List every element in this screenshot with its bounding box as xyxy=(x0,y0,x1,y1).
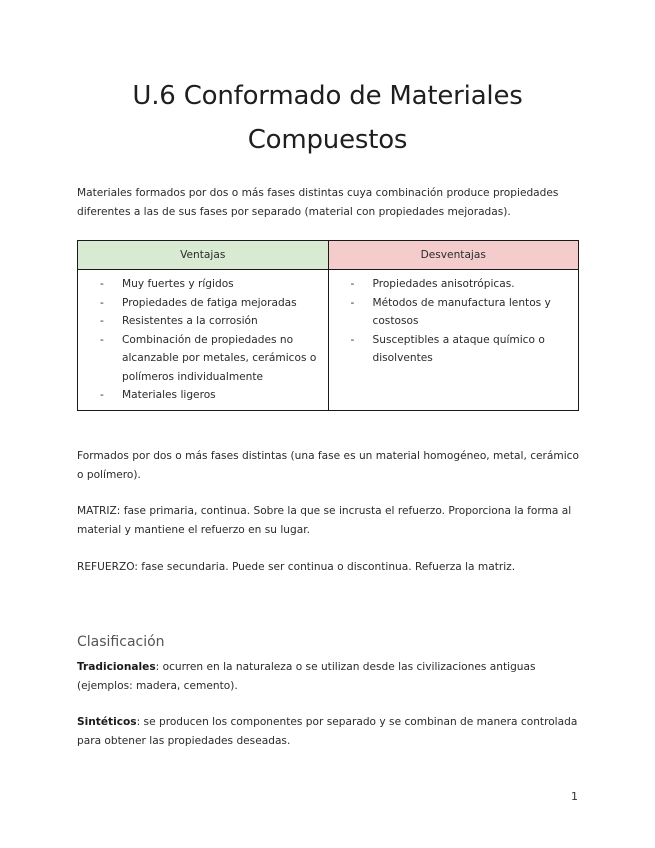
disadvantages-cell xyxy=(328,270,579,411)
traditional-term: Tradicionales xyxy=(77,661,156,673)
advantage-item: - Resistentes a la corrosión xyxy=(84,312,322,331)
advantages-header: Ventajas xyxy=(78,241,329,270)
document-title: U.6 Conformado de Materiales Compuestos xyxy=(132,81,523,155)
traditional-paragraph xyxy=(77,658,582,696)
page-number: 1 xyxy=(571,790,578,803)
advantage-item: - Propiedades de fatiga mejoradas xyxy=(84,294,322,313)
advantage-item: - Combinación de propiedades no alcanzable por metales, cerámicos o polímeros individualmente xyxy=(84,331,322,387)
matrix-paragraph: MATRIZ: fase primaria, continua. Sobre la que se incrusta el refuerzo. Proporciona la forma al material y mantiene el refuerzo en su lugar. xyxy=(77,505,572,536)
classification-heading: Clasificación xyxy=(77,634,165,650)
synthetic-term: Sintéticos xyxy=(77,716,137,728)
disadvantages-list xyxy=(335,275,573,368)
phases-paragraph: Formados por dos o más fases distintas (una fase es un material homogéneo, metal, cerámico o polímero). xyxy=(77,450,579,481)
advantage-item: - Muy fuertes y rígidos xyxy=(84,275,322,294)
intro-paragraph: Materiales formados por dos o más fases distintas cuya combinación produce propiedades diferentes a las de sus fases por separado (material con propiedades mejoradas). xyxy=(77,187,559,218)
synthetic-paragraph xyxy=(77,713,582,751)
advantages-cell xyxy=(78,270,329,411)
advantages-list xyxy=(84,275,322,405)
disadvantage-item: - Propiedades anisotrópicas. xyxy=(335,275,573,294)
advantage-item: - Materiales ligeros xyxy=(84,386,322,405)
disadvantage-item: - Susceptibles a ataque químico o disolventes xyxy=(335,331,573,368)
reinforcement-paragraph: REFUERZO: fase secundaria. Puede ser continua o discontinua. Refuerza la matriz. xyxy=(77,561,516,573)
disadvantage-item: - Métodos de manufactura lentos y costosos xyxy=(335,294,573,331)
advantages-disadvantages-table xyxy=(77,240,579,411)
disadvantages-header: Desventajas xyxy=(328,241,579,270)
synthetic-description: : se producen los componentes por separado y se combinan de manera controlada para obtener las propiedades deseadas. xyxy=(77,716,578,747)
traditional-description: : ocurren en la naturaleza o se utilizan desde las civilizaciones antiguas (ejemplos: madera, cemento). xyxy=(77,661,536,692)
